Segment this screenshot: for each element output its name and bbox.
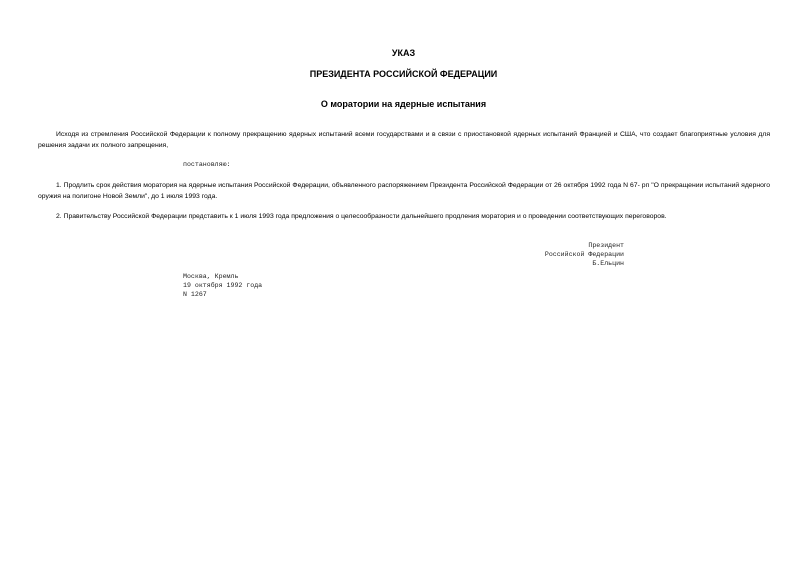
issue-place: Москва, Кремль xyxy=(183,273,239,280)
signature-block xyxy=(545,241,624,268)
signature-name: Б.Ельцин xyxy=(592,260,624,267)
clause-2-paragraph: 2. Правительству Российской Федерации представить к 1 июля 1993 года предложения о целесообразности дальнейшего продления моратория и о проведении соответствующих переговоров. xyxy=(56,213,667,220)
signature-position: Президент xyxy=(588,242,624,249)
document-number: N 1267 xyxy=(183,291,207,298)
decree-word: постановляю: xyxy=(183,161,231,168)
document-type-title: УКАЗ xyxy=(391,48,416,58)
clause-1-paragraph: 1. Продлить срок действия моратория на ядерные испытания Российской Федерации, объявленного распоряжением Президента Российской Федерации от 26 октября 1992 года N 67- рп "О прекращении испытаний ядерного оружия на полигоне Новой Земли", до 1 июля 1993 года. xyxy=(38,182,770,200)
issue-date: 19 октября 1992 года xyxy=(183,282,263,289)
issuer-title: ПРЕЗИДЕНТА РОССИЙСКОЙ ФЕДЕРАЦИИ xyxy=(309,69,498,79)
signature-organization: Российской Федерации xyxy=(544,251,624,258)
document-subject: О моратории на ядерные испытания xyxy=(320,99,487,109)
place-date-block xyxy=(183,272,262,299)
preamble-paragraph: Исходя из стремления Российской Федерации к полному прекращению ядерных испытаний всеми государствами и в связи с приостановкой ядерных испытаний Францией и США, что создает благоприятные условия для решения задачи их полного запрещения, xyxy=(38,131,770,149)
